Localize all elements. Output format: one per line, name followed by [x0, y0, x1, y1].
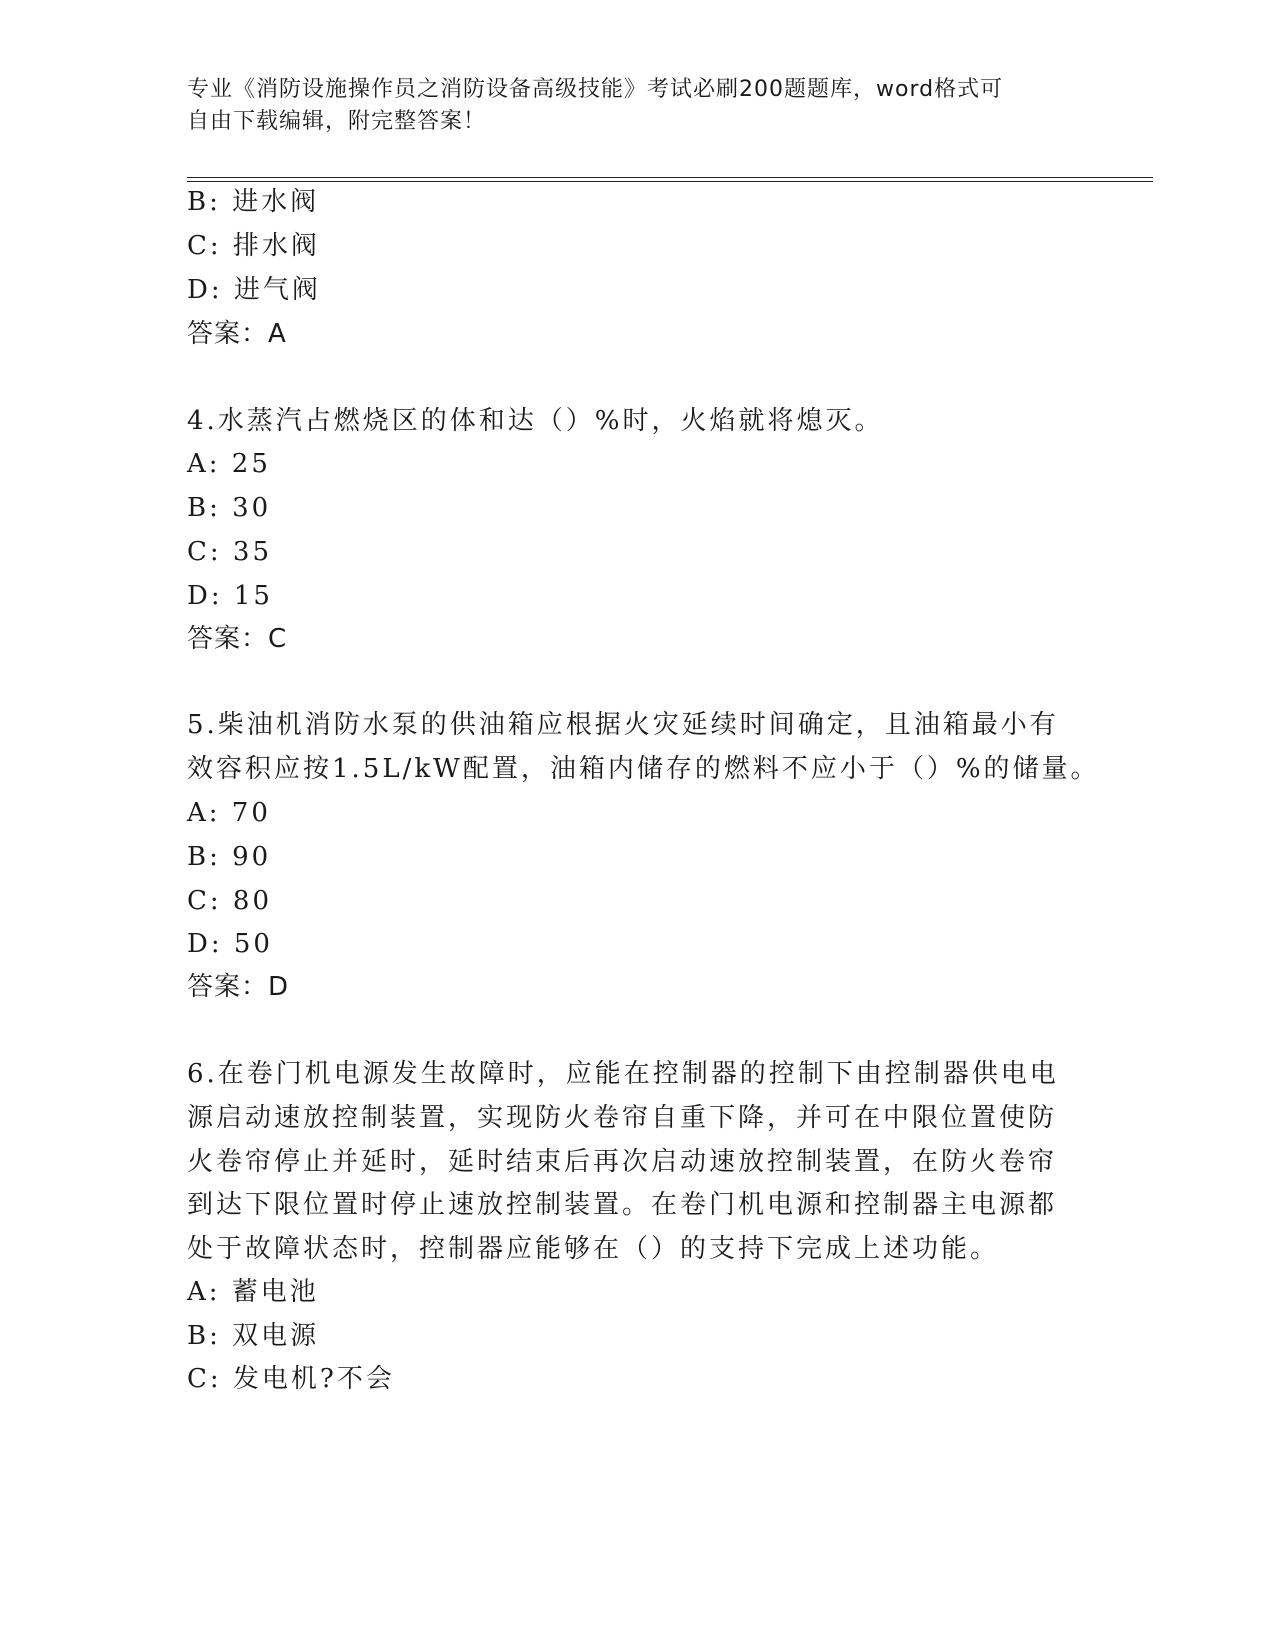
q3-option-d: D: 进气阀 — [187, 275, 321, 305]
q5-option-d: D: 50 — [187, 929, 273, 959]
q3-answer: 答案：A — [187, 319, 287, 349]
q3-option-c: C: 排水阀 — [187, 231, 320, 261]
q3-option-b: B: 进水阀 — [187, 187, 320, 217]
header-line-1: 专业《消防设施操作员之消防设备高级技能》考试必刷200题题库，word格式可 — [187, 77, 1004, 102]
header-line-2: 自由下载编辑，附完整答案！ — [187, 109, 487, 134]
q6-stem-line-5: 处于故障状态时，控制器应能够在（）的支持下完成上述功能。 — [187, 1234, 1000, 1264]
q5-stem-line-2: 效容积应按1.5L/kW配置，油箱内储存的燃料不应小于（）%的储量。 — [187, 754, 1100, 784]
q4-option-d: D: 15 — [187, 581, 273, 611]
q6-option-b: B: 双电源 — [187, 1321, 320, 1351]
q6-stem-line-3: 火卷帘停止并延时，延时结束后再次启动速放控制装置，在防火卷帘 — [187, 1147, 1058, 1177]
q5-stem-line-1: 5.柴油机消防水泵的供油箱应根据火灾延续时间确定，且油箱最小有 — [187, 710, 1059, 740]
q6-stem-line-2: 源启动速放控制装置，实现防火卷帘自重下降，并可在中限位置使防 — [187, 1103, 1058, 1133]
q6-stem-line-1: 6.在卷门机电源发生故障时，应能在控制器的控制下由控制器供电电 — [187, 1059, 1059, 1089]
document-header — [187, 74, 1067, 138]
header-divider-top — [187, 177, 1153, 178]
q5-answer: 答案：D — [187, 972, 290, 1002]
q4-stem-line-1: 4.水蒸汽占燃烧区的体和达（）%时，火焰就将熄灭。 — [187, 406, 884, 436]
q4-option-b: B: 30 — [187, 493, 272, 523]
q5-option-b: B: 90 — [187, 842, 272, 872]
q4-option-a: A: 25 — [187, 449, 271, 479]
header-divider-bottom — [187, 181, 1153, 182]
q6-option-c: C: 发电机?不会 — [187, 1364, 395, 1394]
q4-answer: 答案：C — [187, 624, 288, 654]
q6-stem-line-4: 到达下限位置时停止速放控制装置。在卷门机电源和控制器主电源都 — [187, 1190, 1058, 1220]
q4-option-c: C: 35 — [187, 537, 273, 567]
q5-option-a: A: 70 — [187, 798, 271, 828]
q5-option-c: C: 80 — [187, 886, 273, 916]
q6-option-a: A: 蓄电池 — [187, 1277, 319, 1307]
